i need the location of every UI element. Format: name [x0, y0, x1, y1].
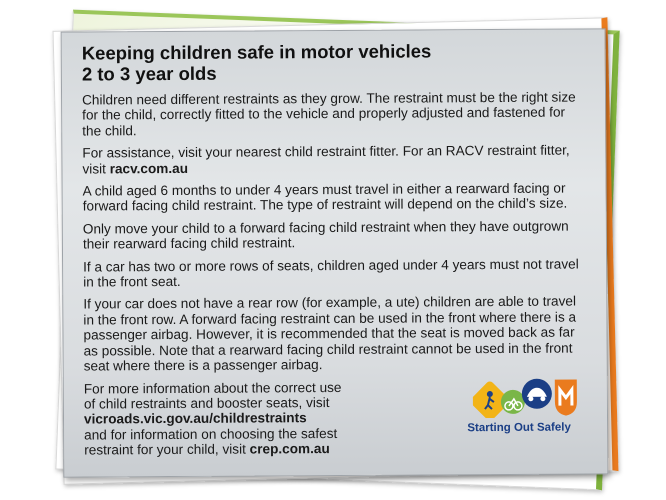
starting-out-safely-logo — [449, 367, 590, 458]
blue-car-icon — [522, 379, 552, 409]
logo-icons — [473, 371, 583, 418]
paragraph-no-rear-row: If your car does not have a rear row (for example, a ute) children are able to travel in the front row. A forward facing restraint can be used in the front where there is a passenger airbag. However, it is recommended that the seat is moved back as far as possible. Note that a rearward facing child restraint cannot be used in the front seat where there is a passenger airbag. — [83, 293, 577, 374]
crep-link[interactable]: crep.com.au — [249, 441, 330, 457]
more-info-line-1: For more information about the correct use — [83, 379, 342, 397]
orange-motorway-icon — [555, 380, 577, 416]
paragraph-assistance — [82, 143, 587, 177]
assistance-text: For assistance, visit your nearest child restraint fitter. For an RACV restraint fitter, visit — [82, 142, 570, 177]
card-title — [82, 39, 587, 84]
racv-link[interactable]: racv.com.au — [109, 160, 189, 176]
more-info-line-3: and for information on choosing the safest — [84, 425, 338, 443]
title-line-2: 2 to 3 year olds — [81, 62, 217, 85]
paragraph-forward-facing: Only move your child to a forward facing child restraint when they have outgrown their rearward facing child restraint. — [82, 218, 569, 252]
green-cyclist-icon — [501, 390, 525, 414]
more-info-line-4-text: restraint for your child, visit — [84, 441, 250, 458]
logo-text: Starting Out Safely — [467, 421, 571, 435]
info-card — [61, 28, 609, 477]
vicroads-link[interactable]: vicroads.vic.gov.au/childrestraints — [83, 410, 307, 427]
paragraph-front-seat: If a car has two or more rows of seats, children aged under 4 years must not travel in the front seat. — [83, 256, 579, 290]
more-info-line-2: of child restraints and booster seats, visit — [83, 394, 330, 412]
paragraph-age-requirement: A child aged 6 months to under 4 years must travel in either a rearward facing or forward facing child restraint. The type of restraint will depend on the child’s size. — [82, 180, 568, 214]
paragraph-restraints: Children need different restraints as they grow. The restraint must be the right size for the child, correctly fitted to the vehicle and properly adjusted and fastened for the child. — [82, 89, 576, 139]
title-line-1: Keeping children safe in motor vehicles — [81, 40, 432, 64]
